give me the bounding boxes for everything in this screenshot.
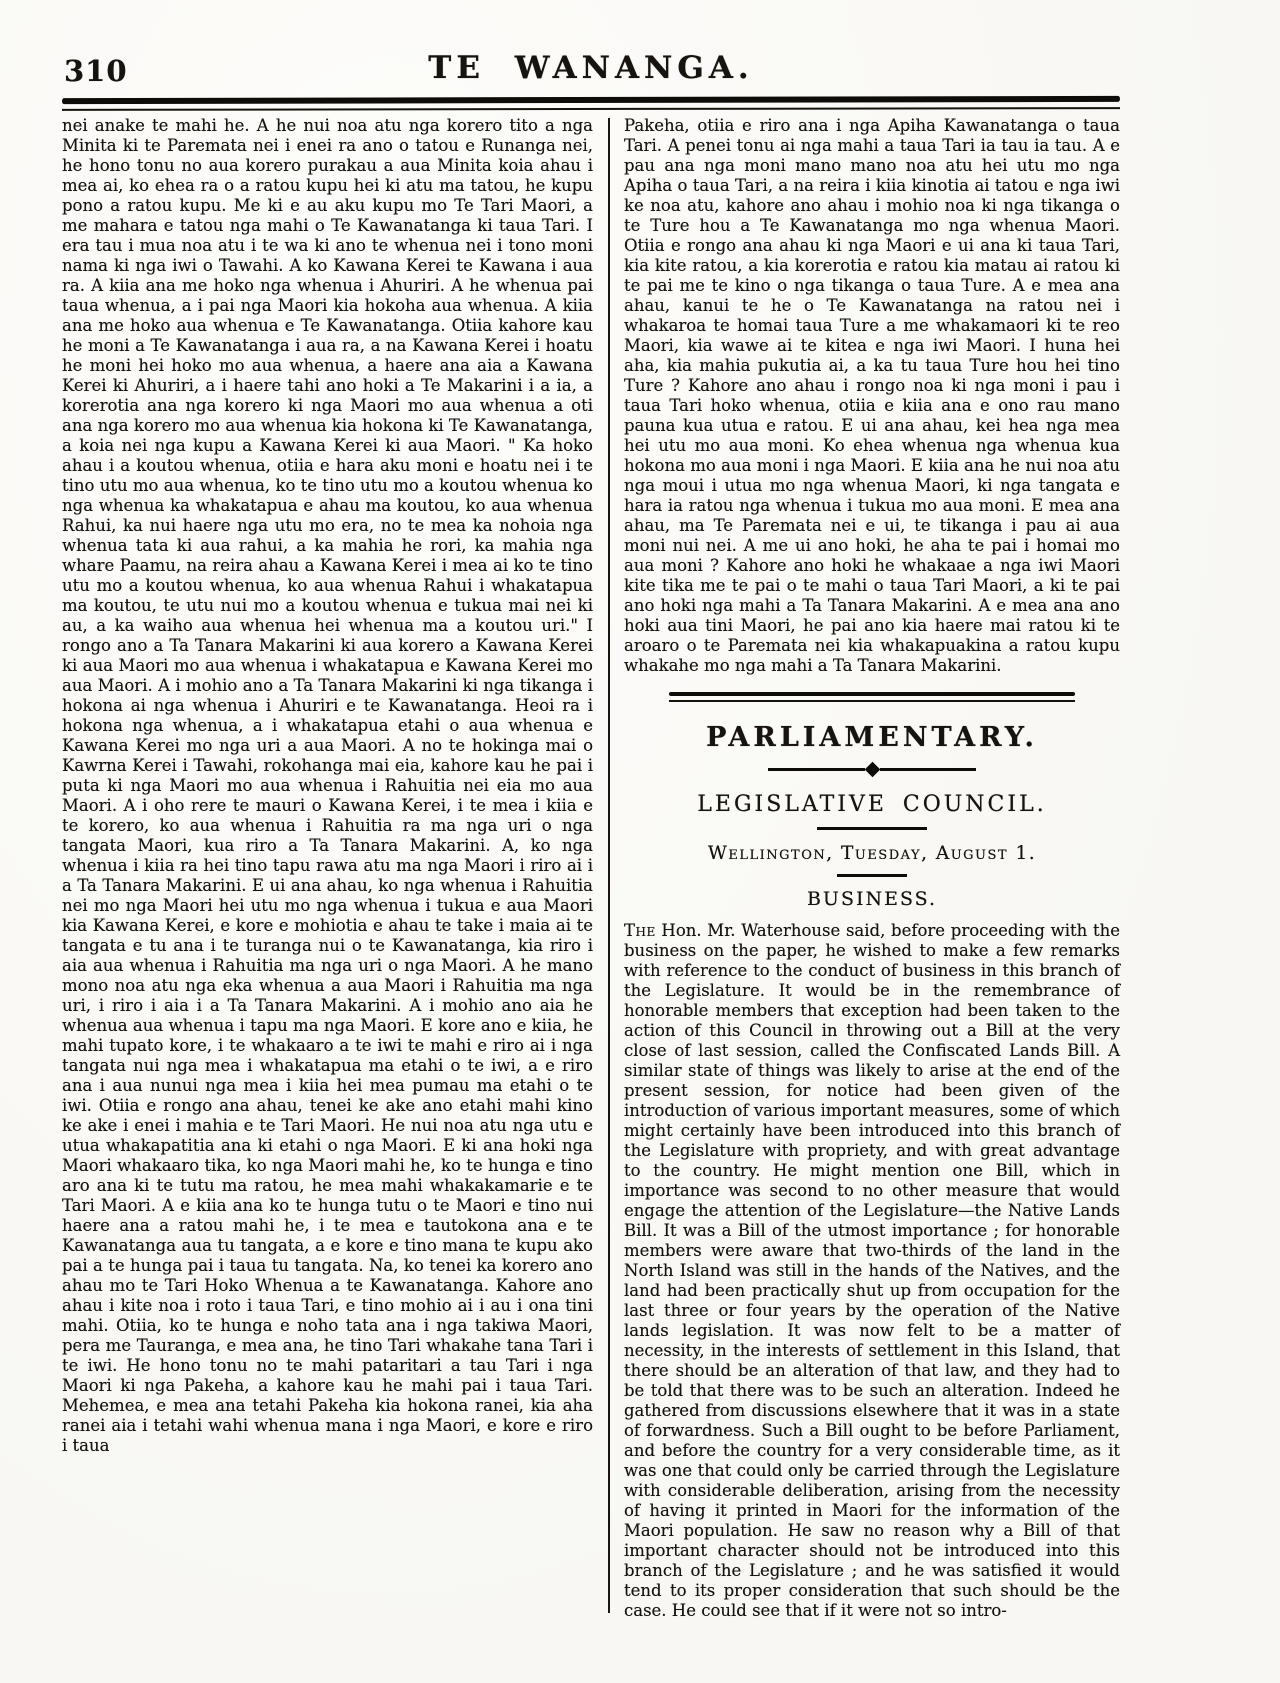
- business-heading: BUSINESS.: [806, 887, 938, 910]
- right-column: [624, 116, 1120, 1620]
- speech-body-text: Hon. Mr. Waterhouse said, before proceeding with the business on the paper, he wished to make a few remarks with reference to the conduct of business in this branch of the Legislature. It would be in the remembrance of honorable members that exception had been taken to the action of this Council in throwing out a Bill at the very close of last session, called the Confiscated Lands Bill. A similar state of things was likely to arise at the end of the present session, for notice had been given of the introduction of various important measures, some of which might certainly have been introduced into this branch of the Legislature with propriety, and with great advantage to the country. He might mention one Bill, which in importance was second to no other measure that would engage the attention of the Legislature—the Native Lands Bill. It was a Bill of the utmost importance ; for honorable members were aware that two-thirds of the land in the North Island was still in the hands of the Natives, and the land had been practically shut up from occupation for the last three or four years by the operation of the Native lands legislation. It was now felt to be a matter of necessity, in the interests of settlement in this Island, that there should be an alteration of that law, and they had to be told that there was to be such an alteration. Indeed he gathered from discussions elsewhere that it was in a state of forwardness. Such a Bill ought to be before Parliament, and before the country for a very considerable time, as it was one that could only be carried through the Legislature with considerable deliberation, arising from the necessity of having it printed in Maori for the information of the Maori population. He saw no reason why a Bill of that important character should not be introduced into this branch of the Legislature ; and he was satisfied it would tend to its proper consideration that such should be the case. He could see that if it were not so intro-: [624, 920, 1120, 1620]
- diamond-rule: [768, 764, 976, 775]
- dateline-rule: [837, 874, 907, 877]
- section-divider-thick: [669, 692, 1076, 696]
- section-divider-thin: [669, 700, 1076, 702]
- section-divider-rule: [669, 692, 1076, 702]
- dateline: Wellington, Tuesday, August 1.: [707, 843, 1037, 864]
- section-subtitle: LEGISLATIVE COUNCIL.: [697, 792, 1047, 817]
- header-rule-thick: [62, 96, 1120, 104]
- left-column: [62, 116, 593, 1613]
- right-column-continuation-text: Pakeha, otiia e riro ana i nga Apiha Kawanatanga o taua Tari. A penei tonu ai nga mahi a taua Tari ia tau ia tau. A e pau ana nga moni mano mano noa atu hei utu mo nga Apiha o taua Tari, a na reira i kiia kinotia ai tatou e nga iwi ke noa atu, kahore ano ahau i mohio noa ki nga tikanga o te Ture hou a Te Kawanatanga mo nga whenua Maori. Otiia e rongo ana ahau ki nga Maori e ui ana ki taua Tari, kia kite ratou, a kia korerotia e ratou kia matau ai ratou ki te pai me te kino o nga tikanga o taua Ture. A e mea ana ahau, kanui te he o Te Kawanatanga na ratou nei i whakaroa te homai taua Ture a me whakamaori ki te reo Maori, kia wawe ai te kitea e nga iwi Maori. I huna hei aha, kia mahia pukutia ai, a ka tu taua Ture hou hei tino Ture ? Kahore ano ahau i rongo noa ki nga moni i pau i taua Tari hoko whenua, otiia e kiia ana e ono rau mano pauna kua utua e ratou. E ui ana ahau, kei hea nga mea hei utu mo aua moni. Ko ehea whenua nga whenua kua hokona mo aua moni i nga Maori. E kiia ana he nui noa atu nga moui i utua mo nga whenua Maori, ki nga tangata e hara ia ratou nga whenua i tukua mo aua moni. E mea ana ahau, ma Te Paremata nei e ui, te tikanga i pau ai aua moni nui nei. A me ui ano hoki, he aha te pai i homai mo aua moni ? Kahore ano hoki he whakaae a nga iwi Maori kite tika me te pai o te mahi o taua Tari Maori, a ki te pai ano hoki nga mahi a Ta Tanara Makarini. A e mea ana ano hoki aua tini Maori, he pai ano kia haere mai ratou ki te aroaro o te Paremata nei kia whakapuakina a ratou kupu whakahe mo nga mahi a Ta Tanara Makarini.: [624, 116, 1120, 675]
- section-title: PARLIAMENTARY.: [706, 722, 1038, 753]
- diamond-rule-right-line: [880, 768, 977, 771]
- masthead-title: TE WANANGA.: [428, 50, 754, 86]
- header-rule: [62, 97, 1120, 110]
- header-rule-thin: [62, 107, 1120, 111]
- subtitle-rule: [817, 827, 927, 830]
- two-column-content: [62, 116, 1120, 1620]
- left-column-article-text: nei anake te mahi he. A he nui noa atu nga korero tito a nga Minita ki te Paremata nei i enei ra ano o tatou e Runanga nei, he hono tonu no aua korero purakau a aua Minita koia ahau i mea ai, ko ehea ra o a ratou kupu hei ki atu ma tatou, he kupu pono a ratou kupu. Me ki e au aku kupu mo Te Tari Maori, a me mahara e tatou nga mahi o Te Kawanatanga ki taua Tari. I era tau i mua noa atu i te wa ki ano te whenua nei i tono moni nama ki nga iwi o Tawahi. A ko Kawana Kerei te Kawana i aua ra. A kiia ana me hoko nga whenua i Ahuriri. A he whenua pai taua whenua, a i pai nga Maori kia hokoha aua whenua. A kiia ana me hoko aua whenua e Te Kawanatanga. Otiia kahore kau he moni a Te Kawanatanga i aua ra, a na Kawana Kerei i hoatu he moni hei hoko mo aua whenua, a haere ana aia a Kawana Kerei ki Ahuriri, a i haere tahi ano hoki a Te Makarini i a ia, a korerotia ana nga korero ki nga Maori mo aua whenua a oti ana nga korero mo aua whenua kia hokona ki Te Kawanatanga, a koia nei nga kupu a Kawana Kerei ki aua Maori. " Ka hoko ahau i a koutou whenua, otiia e hara aku moni e hoatu nei i te tino utu mo aua whenua, ko te tino utu mo a koutou whenua ko nga whenua ka whakatapua e ahau ma koutou, ko aua whenua Rahui, ka nui haere nga utu mo era, no te mea ka nohoia nga whenua tata ki aua rahui, a ka mahia he rori, ka mahia nga whare Paamu, na reira ahau a Kawana Kerei i mea ai ko te tino utu mo a koutou whenua, ko aua whenua Rahui i whakatapua ma koutou, te utu nui mo a koutou whenua e tukua mai nei ki au, a ka waiho aua whenua hei whenua ma a koutou uri." I rongo ano a Ta Tanara Makarini ki aua korero a Kawana Kerei ki aua Maori mo aua whenua i whakatapua e Kawana Kerei mo aua Maori. A i mohio ano a Ta Tanara Makarini ki nga tikanga i hokona ai nga whenua i Ahuriri e te Kawanatanga. Heoi ra i hokona nga whenua, a i whakatapua etahi o aua whenua e Kawana Kerei mo nga uri a aua Maori. A no te hokinga mai o Kawrna Kerei i Tawahi, rokohanga mai eia, kahore kau he pai i puta ki nga Maori mo aua whenua i Rahuitia nei eia mo aua Maori. A i oho rere te mauri o Kawana Kerei, i te mea i kiia e te korero, ko aua whenua i Rahuitia ra ma nga uri o nga tangata Maori, kua riro a Ta Tanara Makarini. A, ko nga whenua i kiia ra hei tino tapu rawa atu ma nga Maori i riro ai i a Ta Tanara Makarini. E ui ana ahau, ko nga whenua i Rahuitia nei mo nga Maori hei utu mo nga whenua i tukua e aua Maori kia Kawana Kerei, e kore e mohiotia e ahau te take i maia ai te tangata e tu ana i te turanga nui o te Kawanatanga, kia riro i aia aua whenua i Rahuitia ma nga uri o nga Maori. A he mano mono noa atu nga eka whenua a aua Maori i Rahuitia ma nga uri, i riro i aia i a Ta Tanara Makarini. A i mohio ano aia he whenua aua whenua i tapu ma nga Maori. E kore ano e kiia, he mahi tupato kore, i te whakaaro a te iwi te mahi e riro ai i nga tangata nui nga mea i whakatapua ma etahi o te iwi, a e riro ana i aua nunui nga mea i kiia hei mea pumau ma etahi o te iwi. Otiia e rongo ana ahau, tenei ke ake ano etahi mahi kino ke ake i enei i mahia e te Tari Maori. He nui noa atu nga utu e utua whakapatitia ana ki etahi o nga Maori. E ki ana hoki nga Maori whakaaro tika, ko nga Maori mahi he, ko te hunga e tino aro ana ki te tutu ma ratou, he mea mahi whakakamarie e te Tari Maori. A e kiia ana ko te hunga tutu o te Maori e tino nui haere ana a ratou mahi he, i te mea e tautokona ana e te Kawanatanga aua tu tangata, a e kore e tino mana te kupu ako pai a te hunga pai i taua tu tangata. Na, ko tenei ka korero ano ahau mo te Tari Hoko Whenua a te Kawanatanga. Kahore ano ahau i kite noa i roto i taua Tari, e tino mohio ai i au i ona tini mahi. Otiia, ko te hunga e noho tata ana i nga takiwa Maori, pera me Tauranga, e mea ana, he tino Tari whakahe tana Tari i te iwi. He hono tonu no te mahi pataritari a tau Tari i nga Maori ki nga Pakeha, a kahore kau he mahi pai i taua Tari. Mehemea, e mea ana tetahi Pakeha kia hokona ranei, kia aha ranei aia i tetahi wahi whenua mana i nga Maori, e kore e riro i taua: [62, 116, 593, 1455]
- page-number: 310: [64, 54, 128, 88]
- page-header: [62, 48, 1120, 96]
- speech-body-paragraph: [624, 921, 1120, 1621]
- speech-lead-word: The: [624, 920, 656, 940]
- diamond-rule-left-line: [768, 768, 865, 771]
- column-divider-rule: [608, 118, 610, 1613]
- diamond-icon: [864, 762, 880, 778]
